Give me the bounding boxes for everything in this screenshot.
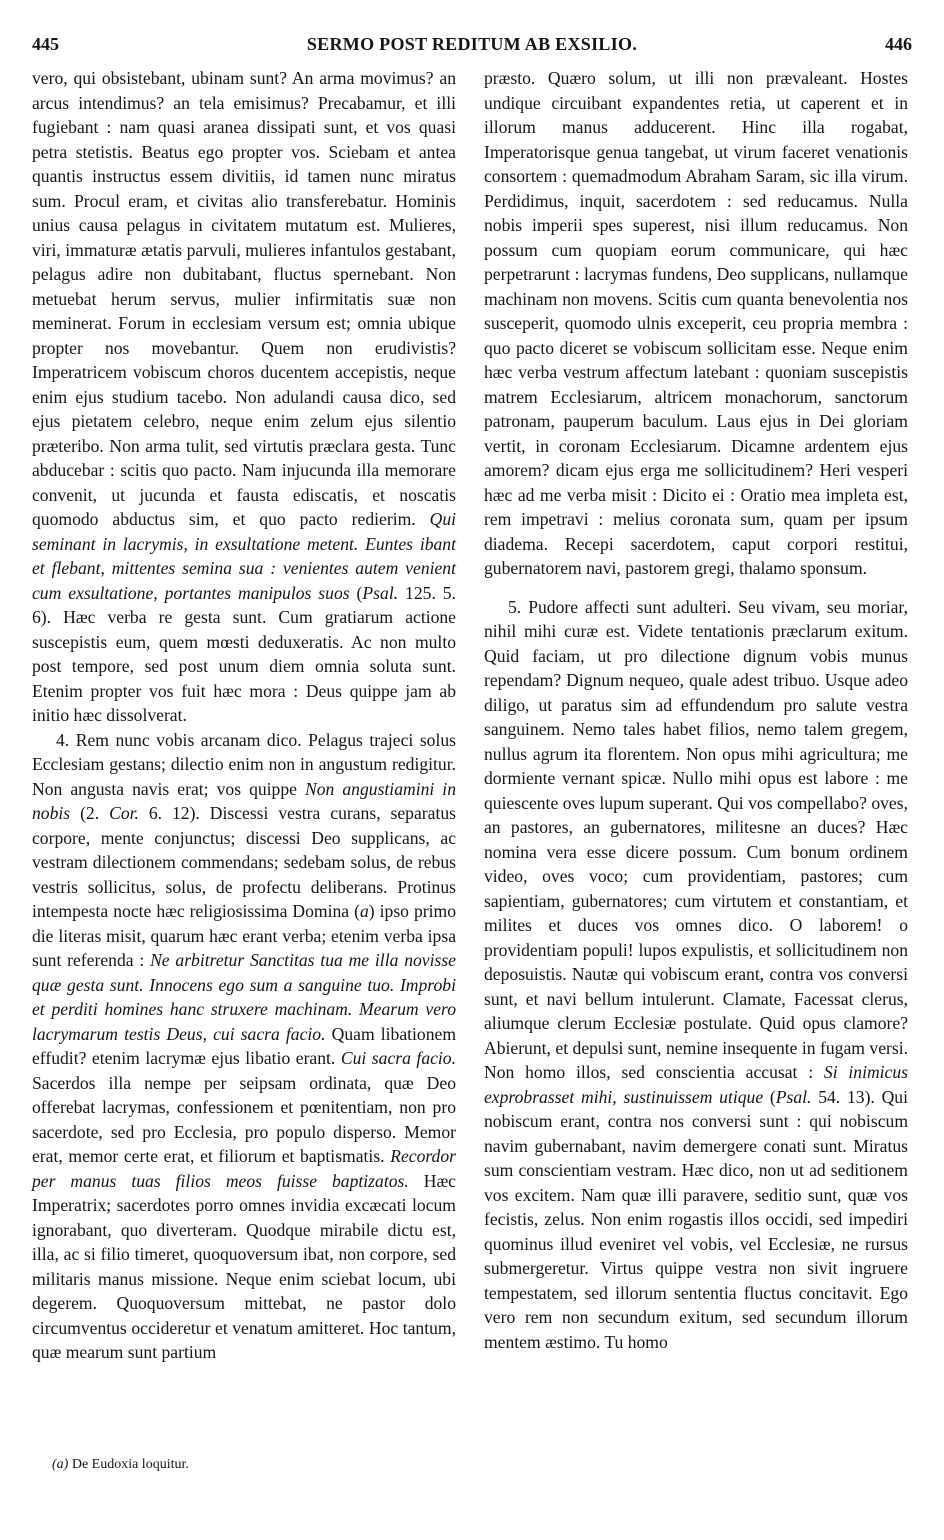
page-number-left: 445	[32, 34, 59, 54]
left-column	[32, 66, 456, 1365]
running-title: SERMO POST REDITUM AB EXSILIO.	[306, 34, 638, 54]
right-column	[484, 66, 908, 1354]
paragraph-continued-right: præsto. Quæro solum, ut illi non prævaleant. Hostes undique circuibant expandentes retia, ut caperent et in illorum manus adducerent. Hinc illa rogabat, Imperatorisque genua tangebat, ut virum faceret venationis consortem : quemadmodum Abraham Saram, sic illa virum. Perdidimus, inquit, sacerdotem : sed reducamus. Nulla nobis imperii spes superest, nisi illum reducamus. Non possum cum quopiam eorum communicare, qui hæc perpetrarunt : lacrymas fundens, Deo supplicans, nullamque machinam non movens. Scitis cum quanta benevolentia nos susceperit, quomodo ulnis exceperit, ceu propria membra : quo pacto diceret se vobiscum sollicitam esse. Neque enim hæc verba vestrum affectum latebant : quoniam suscepistis matrem Ecclesiarum, altricem monachorum, sanctorum patronam, pauperum baculum. Laus ejus in Dei gloriam vertit, in coronam Ecclesiarum. Dicamne ardentem ejus amorem? dicam ejus erga me sollicitudinem? Heri vesperi hæc ad me verba misit : Dicito ei : Oratio mea impleta est, rem impetravi : melius coronata sum, quam per ipsum diadema. Recepi sacerdotem, caput corpori restitui, gubernatorem navi, pastorem gregi, thalamo sponsum.	[484, 68, 908, 578]
paragraph-section-4: 4. Rem nunc vobis arcanam dico. Pelagus trajeci solus Ecclesiam gestans; dilectio enim non in angustum redigitur. Non angusta navis erat; vos quippe Non angustiamini in nobis (2. Cor. 6. 12). Discessi vestra curans, separatus corpore, mente conjunctus; discessi Deo supplicans, ac vestram dilectionem commendans; sedebam solus, de rebus vestris sollicitus, solus, de profectu deliberans. Protinus intempesta nocte hæc religiosissima Domina (a) ipso primo die literas misit, quarum hæc erant verba; etenim verba ipsa sunt referenda : Ne arbitretur Sanctitas tua me illa novisse quæ gesta sunt. Innocens ego sum a sanguine tuo. Improbi et perditi homines hanc struxere machinam. Mearum vero lacrymarum testis Deus, cui sacra facio. Quam libationem effudit? etenim lacrymæ ejus libatio erant. Cui sacra facio. Sacerdos illa nempe per seipsam ordinata, quæ Deo offerebat lacrymas, confessionem et pœnitentiam, non pro sacerdote, sed pro Ecclesia, pro populo disperso. Memor erat, memor certe erat, et filiorum et baptismatis. Recordor per manus tuas filios meos fuisse baptizatos. Hæc Imperatrix; sacerdotes porro omnes invidia excæcati locum ignorabant, quo diverteram. Quodque mirabile dictu est, illa, ac si filio timeret, quoquoversum ibat, non corpore, sed militaris manus missione. Neque enim sciebat locum, ubi degerem. Quoquoversum mittebat, ne pastor dolo circumventus occideretur et venatum amitteret. Hoc tantum, quæ mearum sunt partium	[32, 729, 457, 1362]
paragraph-section-5: 5. Pudore affecti sunt adulteri. Seu vivam, seu moriar, nihil mihi curæ est. Videte tentationis præclarum exitum. Quid faciam, ut pro dilectione dignum vobis munus rependam? Dignum nequeo, quale adest tribuo. Usque adeo diligo, ut paratus sim ad effundendum pro salute vestra sanguinem. Nemo tales habet filios, nemo talem gregem, nullus agrum ita florentem. Non opus mihi agricultura; me dormiente vernant spicæ. Nullo mihi opus est labore : me quiescente oves lupum superant. Qui vos compellabo? oves, an pastores, an gubernatores, militesne an duces? Hæc nomina vera esse dicere possum. Cum bonum ordinem video, oves voco; cum providentiam, pastores; cum sapientiam, gubernatores; cum virtutem et constantiam, et milites et duces vos omnes dico. O laborem! o providentiam populi! lupos expulistis, et sollicitudinem non deposuistis. Nautæ qui vobiscum erant, contra vos conversi sunt, et navi bellum intulerunt. Clamate, Facessat clerus, aliumque clerum Ecclesiæ postulate. Quid opus clamore? Abierunt, et depulsi sunt, nemine insequente in fugam versi. Non homo illos, sed conscientia accusat : Si inimicus exprobrasset mihi, sustinuissem utique (Psal. 54. 13). Qui nobiscum erant, contra nos conversi sunt : qui nobiscum navim gubernabant, navim demergere conati sunt. Miratus sum conscientiam vestram. Hæc dico, non ut ad seditionem vos excitem. Nam quæ illi paravere, seditio sunt, quæ vos fecistis, zelus. Non enim rogastis illos occidi, sed impediri quominus illud eveniret vel vobis, vel Ecclesiæ, ne rursus submergeretur. Virtus quippe vestra non sivit ingruere tempestatem, sed illorum sententia fluctus concitavit. Ego vero rem non secundum exitum, sed secundum illorum mentem æstimo. Tu homo	[484, 596, 909, 1352]
paragraph-continued: vero, qui obsistebant, ubinam sunt? An arma movimus? an arcus intendimus? an tela emisimus? Precabamur, et illi fugiebant : nam quasi aranea dissipati sunt, et vos quasi petra stetistis. Beatus ego propter vos. Sciebam et antea quantis instructus essem divitiis, id tamen nunc miratus sum. Procul eram, et civitas alio transferebatur. Hominis unius causa pelagus in civitatem mutatum est. Mulieres, viri, immaturæ ætatis parvuli, mulieres infantulos gestabant, pelagus adire non dubitabant, fluctus spernebant. Non metuebat herum servus, mulier infirmitatis suæ non meminerat. Forum in ecclesiam versum est; omnia ubique propter nos movebantur. Quem non erudivistis? Imperatricem vobiscum choros ducentem accepistis, neque enim ejus studium tacebo. Non adulandi causa dico, sed ejus pietatem celebro, neque enim zelum ejus silentio præteribo. Non arma tulit, sed virtutis præclara gesta. Tunc abducebar : scitis quo pacto. Nam injucunda illa memorare convenit, ut jucunda et fausta ediscatis, et noscatis quomodo abductus sim, et quo pacto redierim. Qui seminant in lacrymis, in exsultatione metent. Euntes ibant et flebant, mittentes semina sua : venientes autem venient cum exsultatione, portantes manipulos suos (Psal. 125. 5. 6). Hæc verba re gesta sunt. Cum gratiarum actione suscepistis eum, quem mœsti deduxeratis. Ac non multo post tempore, sed post unum diem omnia soluta sunt. Etenim propter vos fuit hæc mora : Deus quippe jam ab initio hæc dissolverat.	[32, 68, 456, 725]
footnote: (a) De Eudoxia loquitur.	[52, 1457, 189, 1472]
page-header	[32, 34, 912, 58]
page-number-right: 446	[885, 34, 912, 54]
